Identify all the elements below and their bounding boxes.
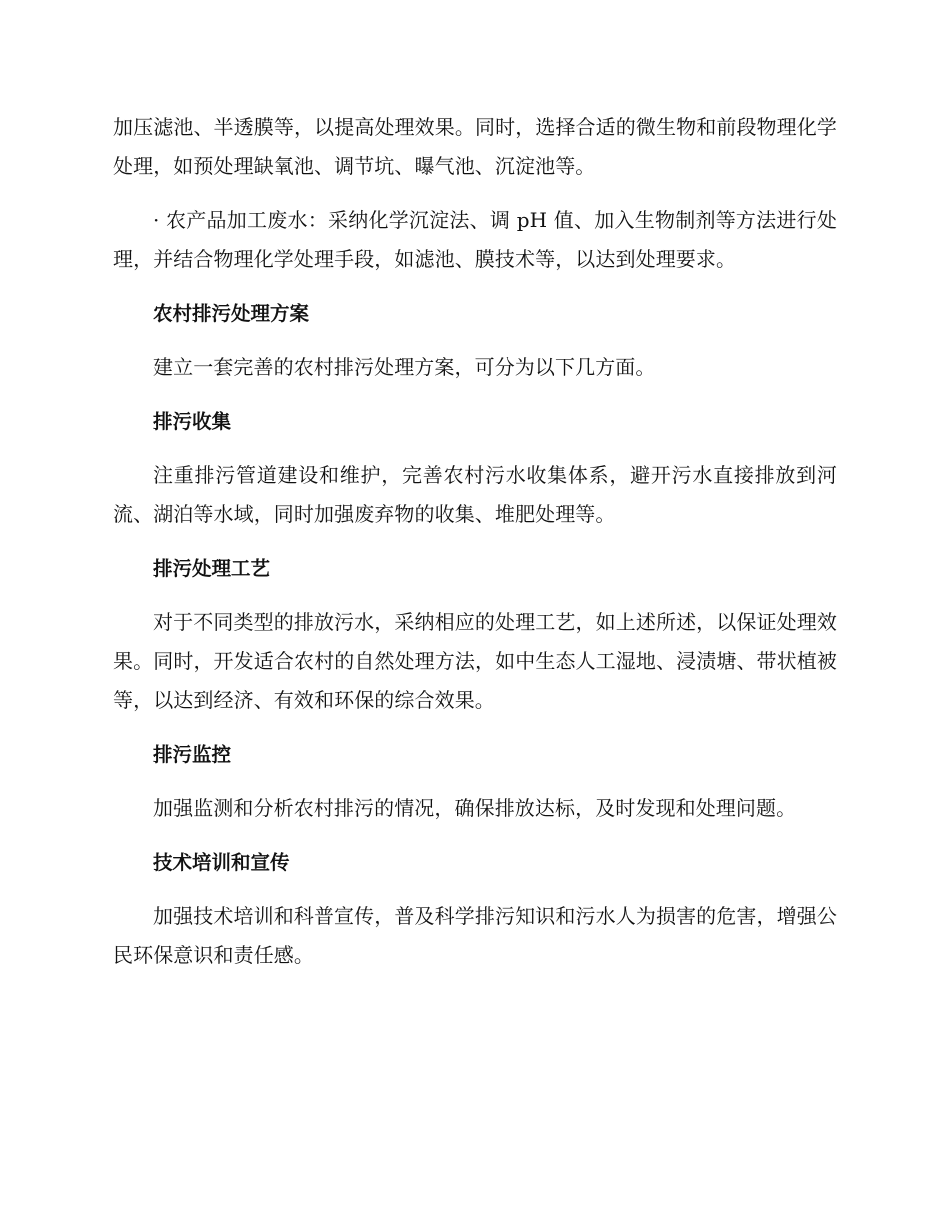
paragraph-agricultural-wastewater: · 农产品加工废水：采纳化学沉淀法、调 pH 值、加入生物制剂等方法进行处理，并结合物理化学处理手段，如滤池、膜技术等，以达到处理要求。 <box>113 208 837 271</box>
paragraph-continuation: 加压滤池、半透膜等，以提高处理效果。同时，选择合适的微生物和前段物理化学处理，如预处理缺氧池、调节坑、曝气池、沉淀池等。 <box>113 115 837 178</box>
heading-rural-sewage-plan: 农村排污处理方案 <box>152 302 309 325</box>
heading-treatment-process: 排污处理工艺 <box>152 557 270 580</box>
paragraph-plan-intro: 建立一套完善的农村排污处理方案，可分为以下几方面。 <box>153 355 656 379</box>
paragraph-treatment-process: 对于不同类型的排放污水，采纳相应的处理工艺，如上述所述，以保证处理效果。同时，开发适合农村的自然处理方法，如中生态人工湿地、浸渍塘、带状植被等，以达到经济、有效和环保的综合效果。 <box>113 610 837 712</box>
document-page <box>113 108 837 975</box>
paragraph-training-publicity: 加强技术培训和科普宣传，普及科学排污知识和污水人为损害的危害，增强公民环保意识和责任感。 <box>113 904 837 967</box>
heading-sewage-collection: 排污收集 <box>152 410 231 433</box>
paragraph-sewage-monitoring: 加强监测和分析农村排污的情况，确保排放达标，及时发现和处理问题。 <box>153 796 797 820</box>
heading-training-publicity: 技术培训和宣传 <box>152 851 290 874</box>
paragraph-sewage-collection: 注重排污管道建设和维护，完善农村污水收集体系，避开污水直接排放到河流、湖泊等水域，同时加强废弃物的收集、堆肥处理等。 <box>113 463 837 526</box>
heading-sewage-monitoring: 排污监控 <box>152 743 231 766</box>
